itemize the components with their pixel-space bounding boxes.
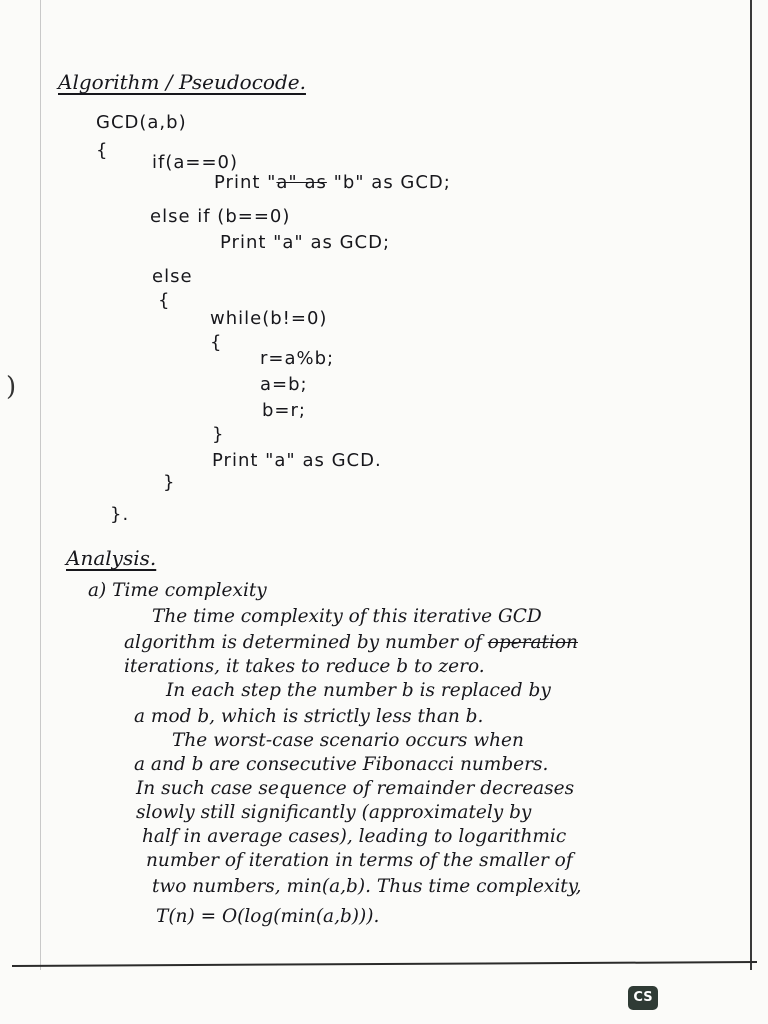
analysis-heading: Analysis. <box>66 546 157 570</box>
analysis-line-11: number of iteration in terms of the smaller of <box>146 850 573 871</box>
code-line-else-brace: { <box>158 290 171 311</box>
struck-word: operation <box>487 632 578 653</box>
analysis-line-8: In such case sequence of remainder decreases <box>136 778 575 799</box>
analysis-line-3: iterations, it takes to reduce b to zero. <box>124 656 485 677</box>
code-line-while: while(b!=0) <box>210 308 328 329</box>
analysis-line-2 <box>124 632 578 653</box>
code-line-else-if: else if (b==0) <box>150 206 291 227</box>
analysis-line-1: The time complexity of this iterative GCD <box>152 606 542 627</box>
analysis-line-6: The worst-case scenario occurs when <box>172 730 524 751</box>
code-line-function: GCD(a,b) <box>96 112 187 133</box>
code-line-assign-b: b=r; <box>262 400 306 421</box>
time-complexity-heading: a) Time complexity <box>88 580 267 601</box>
code-line-if: if(a==0) <box>152 152 239 173</box>
margin-bracket-mark: ) <box>6 372 17 402</box>
camscanner-logo-icon: CS <box>628 986 658 1010</box>
margin-line <box>40 0 41 970</box>
analysis-line-12: two numbers, min(a,b). Thus time complexity, <box>152 876 582 897</box>
analysis-line-2-text: algorithm is determined by number of <box>124 632 488 653</box>
analysis-line-9: slowly still significantly (approximately by <box>136 802 532 823</box>
print-b-suffix: "b" as GCD; <box>326 172 451 193</box>
struck-text: a" as <box>276 172 327 193</box>
code-line-print-b <box>214 172 451 193</box>
code-line-print-a: Print "a" as GCD; <box>220 232 391 253</box>
analysis-line-13: T(n) = O(log(min(a,b))). <box>156 906 380 927</box>
code-line-else-close: } <box>163 472 176 493</box>
code-line-remainder: r=a%b; <box>260 348 335 369</box>
code-line-function-close: }. <box>110 504 130 525</box>
page-edge <box>750 0 752 970</box>
code-line-else: else <box>152 266 193 287</box>
analysis-line-10: half in average cases), leading to logarithmic <box>142 826 567 847</box>
bottom-rule <box>12 961 757 967</box>
code-line-open-brace: { <box>96 140 109 161</box>
analysis-line-4: In each step the number b is replaced by <box>166 680 551 701</box>
code-line-while-brace: { <box>210 332 223 353</box>
analysis-line-5: a mod b, which is strictly less than b. <box>134 706 484 727</box>
code-line-while-close: } <box>212 424 225 445</box>
print-b-prefix: Print " <box>214 172 277 193</box>
analysis-line-7: a and b are consecutive Fibonacci numbers. <box>134 754 549 775</box>
algorithm-heading: Algorithm / Pseudocode. <box>58 70 306 94</box>
code-line-print-result: Print "a" as GCD. <box>212 450 382 471</box>
code-line-assign-a: a=b; <box>260 374 308 395</box>
